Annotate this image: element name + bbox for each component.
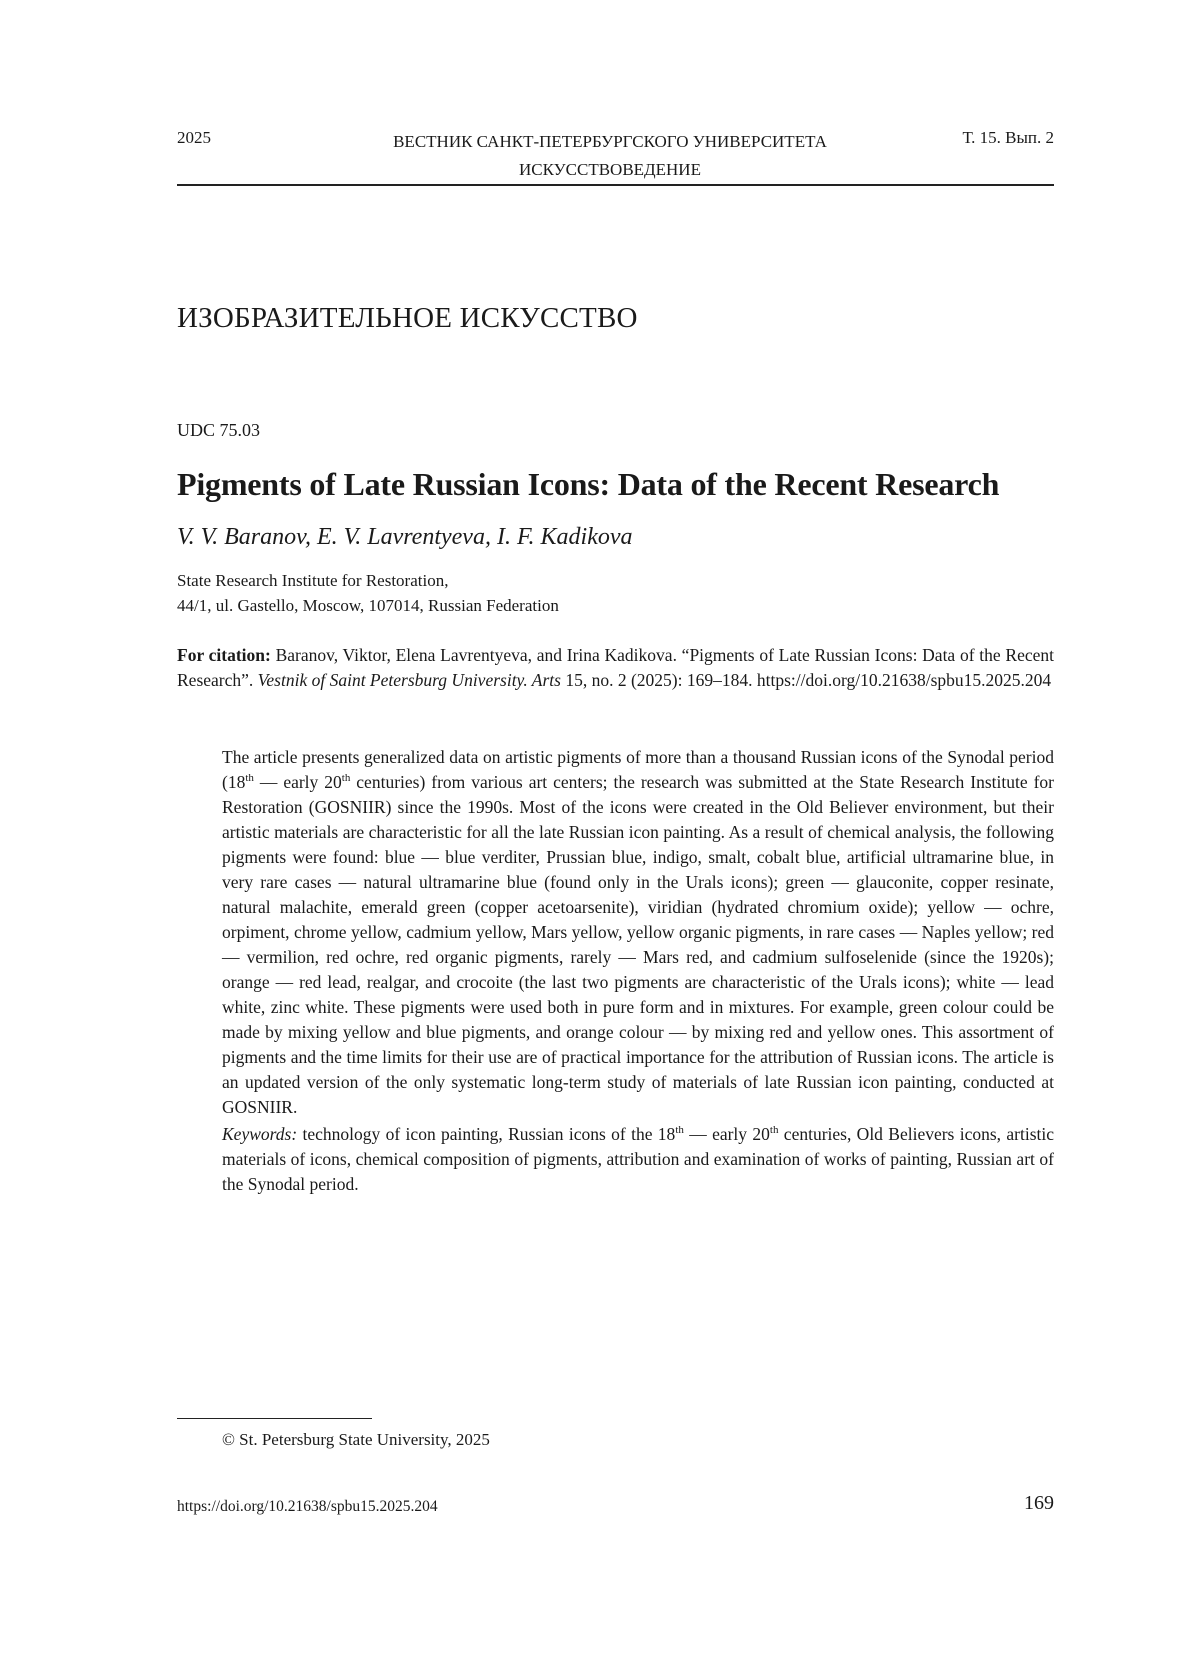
footnote-rule [177, 1418, 372, 1419]
keywords-label: Keywords: [222, 1124, 298, 1144]
affiliation-line1: State Research Institute for Restoration, [177, 571, 449, 590]
keywords-sup-2: th [769, 1124, 779, 1136]
header-year: 2025 [177, 128, 211, 147]
keywords-sup-1: th [675, 1124, 684, 1136]
header-volume: Т. 15. Вып. 2 [962, 128, 1054, 147]
journal-name-line2: ИСКУССТВОВЕДЕНИЕ [519, 160, 701, 179]
abstract-part-1: The article presents generalized data on artistic pigments of more than a thousand Russian icons of the Synodal period (18 [222, 747, 1054, 792]
header-rule [177, 184, 1054, 186]
footer-doi: https://doi.org/10.21638/spbu15.2025.204 [177, 1498, 438, 1515]
abstract-part-3: centuries) from various art centers; the research was submitted at the State Research Institute for Restoration (GOSNIIR) since the 1990s. Most of the icons were created in the Old Believer environment, but their artistic materials are characteristic for all the late Russian icon painting. As a result of chemical analysis, the following pigments were found: blue — blue verditer, Prussian blue, indigo, smalt, cobalt blue, artificial ultramarine blue, in very rare cases — natural ultramarine blue (found only in the Urals icons); green — glauconite, copper resinate, natural malachite, emerald green (copper acetoarsenite), viridian (hydrated chromium oxide); yellow — ochre, orpiment, chrome yellow, cadmium yellow, Mars yellow, yellow organic pigments, in rare cases — Naples yellow; red — vermilion, red ochre, red organic pigments, rarely — Mars red, and cadmium sulfoselenide (since the 1920s); orange — red lead, realgar, and crocoite (the last two pigments are characteristic of the Urals icons); white — lead white, zinc white. These pigments were used both in pure form and in mixtures. For example, green colour could be made by mixing yellow and blue pigments, and orange colour — by mixing red and yellow ones. This assortment of pigments and the time limits for their use are of practical importance for the attribution of Russian icons. The article is an updated version of the only systematic long-term study of materials of late Russian icon painting, conducted at GOSNIIR. [222, 772, 1054, 1117]
abstract [222, 745, 1054, 1197]
citation [177, 643, 1054, 693]
journal-name-line1: ВЕСТНИК САНКТ-ПЕТЕРБУРГСКОГО УНИВЕРСИТЕТА [393, 132, 827, 151]
citation-journal: Vestnik of Saint Petersburg University. Arts [257, 670, 561, 690]
keywords-part-3: centuries, Old Believers icons, artistic materials of icons, chemical composition of pigments, attribution and examination of works of painting, Russian art of the Synodal period. [222, 1124, 1054, 1194]
citation-label: For citation: [177, 645, 271, 665]
article-title: Pigments of Late Russian Icons: Data of the Recent Research [177, 466, 1000, 502]
keywords-part-2: — early 20 [683, 1124, 770, 1144]
keywords-part-1: technology of icon painting, Russian icons of the 18 [297, 1124, 676, 1144]
abstract-sup-1: th [245, 772, 254, 784]
affiliation [177, 568, 559, 618]
page-number: 169 [1024, 1492, 1054, 1514]
abstract-text [222, 745, 1054, 1120]
abstract-part-2: — early 20 [253, 772, 342, 792]
journal-name [330, 128, 890, 184]
citation-text-1: Baranov, Viktor, Elena Lavrentyeva, and Irina Kadikova. “Pigments of Late Russian Icons: Data of the Recent Research”. [177, 645, 1054, 690]
citation-text-2: 15, no. 2 (2025): 169–184. https://doi.org/10.21638/spbu15.2025.204 [560, 670, 1052, 690]
copyright-footnote: © St. Petersburg State University, 2025 [222, 1430, 490, 1449]
authors: V. V. Baranov, E. V. Lavrentyeva, I. F. Kadikova [177, 524, 633, 550]
keywords [222, 1122, 1054, 1197]
abstract-sup-2: th [341, 772, 351, 784]
section-title: ИЗОБРАЗИТЕЛЬНОЕ ИСКУССТВО [177, 302, 638, 334]
affiliation-line2: 44/1, ul. Gastello, Moscow, 107014, Russian Federation [177, 596, 559, 615]
udc-code: UDC 75.03 [177, 420, 261, 440]
